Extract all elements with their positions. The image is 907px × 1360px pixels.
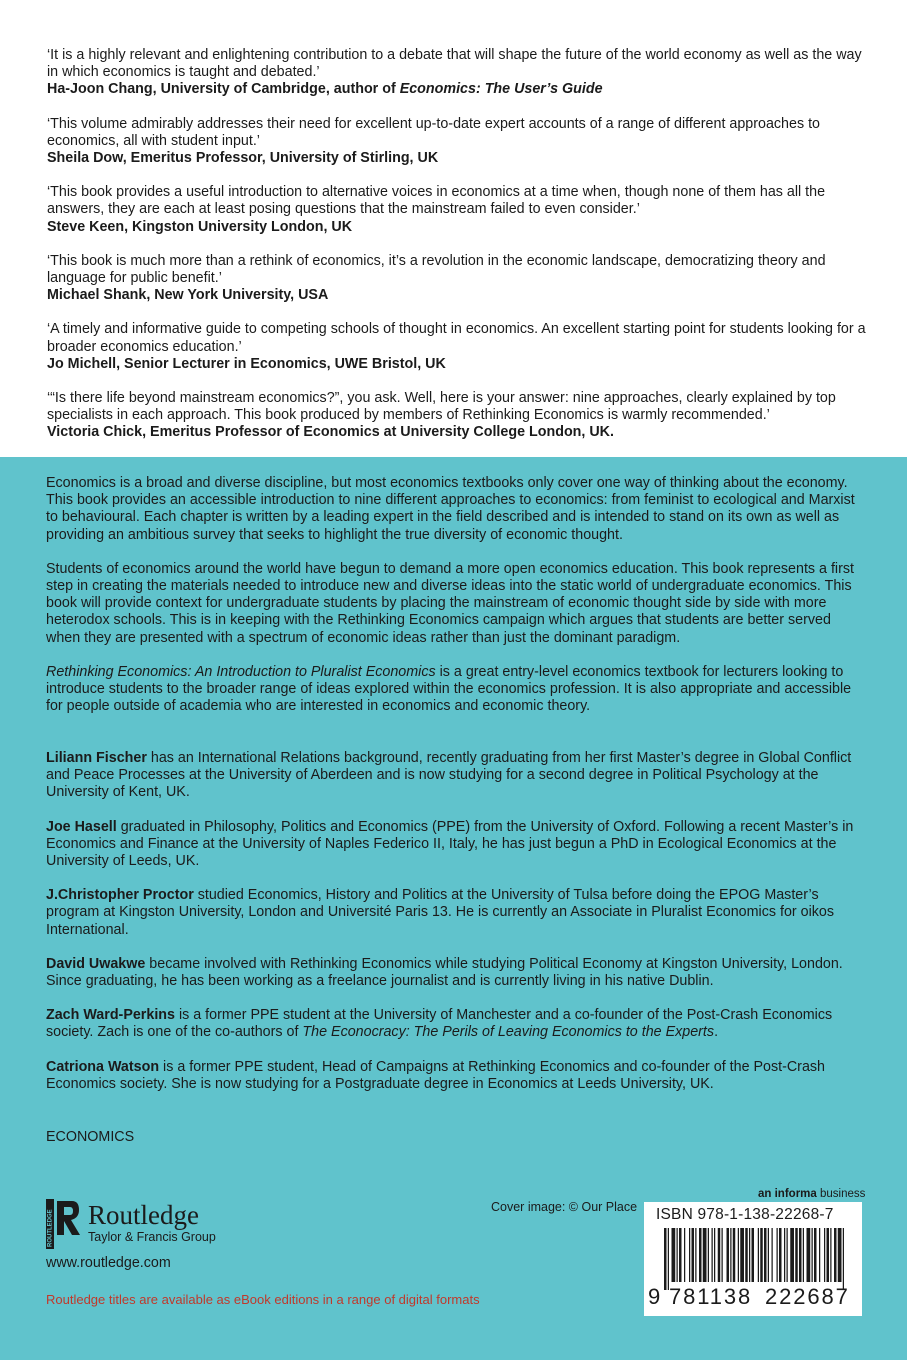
endorsement-1: [47, 47, 867, 99]
barcode-right-group: 222687: [765, 1284, 850, 1309]
endorsement-attribution: Sheila Dow, Emeritus Professor, University of Stirling, UK: [47, 150, 439, 167]
barcode-bar: [679, 1228, 682, 1282]
routledge-logo-mark-icon: [46, 1199, 82, 1249]
bio-name: Joe Hasell: [46, 818, 117, 835]
barcode-bar: [790, 1228, 794, 1282]
bio-4: David Uwakwe became involved with Rethinking Economics while studying Political Economy at Kingston University, London. Since graduating, he has been working as a freelance journalist and is currently living in his native Dublin.: [46, 955, 843, 990]
barcode-bar: [699, 1228, 702, 1282]
book-description: [46, 475, 866, 732]
barcode-bar: [689, 1228, 690, 1282]
endorsement-attribution: Victoria Chick, Emeritus Professor of Economics at University College London, UK.: [47, 424, 614, 441]
barcode-bar: [668, 1228, 669, 1290]
endorsement-text: ‘It is a highly relevant and enlightening contribution to a debate that will shape the future of the world economy as well as the way in which economics is taught and debated.’: [47, 47, 862, 81]
barcode-bar: [819, 1228, 820, 1282]
endorsement-5: [47, 321, 867, 373]
barcode-bar: [777, 1228, 778, 1282]
barcode-bar: [830, 1228, 831, 1282]
barcode-bar: [749, 1228, 750, 1282]
bio-2: Joe Hasell graduated in Philosophy, Politics and Economics (PPE) from the University of Oxford. Following a recent Master’s in Economics and Finance at the University of Naples Federico II, Italy, he has just begun a PhD in Ecological Economics at the University of Leeds, UK.: [46, 818, 854, 870]
barcode-bar: [672, 1228, 676, 1282]
barcode-bar: [695, 1228, 696, 1282]
barcode-bar: [703, 1228, 707, 1282]
barcode-bar: [812, 1228, 813, 1282]
bio-5: Zach Ward-Perkins is a former PPE student at the University of Manchester and a co-founder of the Post-Crash Economics society. Zach is one of the co-authors of The Econocracy: The Perils of Leaving Economics to the Experts.: [46, 1007, 833, 1041]
endorsement-attribution: Steve Keen, Kingston University London, UK: [47, 218, 353, 235]
barcode-bar: [752, 1228, 755, 1282]
barcode-bar: [768, 1228, 769, 1282]
barcode-bar: [834, 1228, 837, 1282]
barcode-bar: [712, 1228, 713, 1282]
description-paragraph-3: Rethinking Economics: An Introduction to Pluralist Economics is a great entry-level economics textbook for lecturers looking to introduce students to the broader range of ideas explored within the economics profession. It is also appropriate and accessible for people outside of academia who are interested in economics and economic theory.: [46, 663, 852, 715]
routledge-logo: [46, 1199, 246, 1249]
endorsement-text: ‘A timely and informative guide to competing schools of thought in economics. An excellent starting point for students looking for a broader economics education.’: [47, 321, 866, 355]
barcode-bar: [758, 1228, 759, 1282]
barcode-bar: [787, 1228, 788, 1282]
bio-name: Catriona Watson: [46, 1058, 160, 1075]
bio-3: J.Christopher Proctor studied Economics, History and Politics at the University of Tulsa before doing the EPOG Master’s program at Kingston University, London and Université Paris 13. He is currently an Associate in Pluralist Economics for oikos International.: [46, 887, 835, 938]
description-paragraph-1: Economics is a broad and diverse discipline, but most economics textbooks only cover one way of thinking about the economy. This book provides an accessible introduction to nine different approaches to economics: from feminist to ecological and Marxist to behavioural. Each chapter is written by a leading expert in the field described and is intended to stand on its own as well as providing an ambitious survey that seeks to highlight the true diversity of economic thought.: [46, 475, 855, 543]
barcode-bar: [807, 1228, 811, 1282]
endorsement-6: [47, 390, 867, 442]
endorsement-2: [47, 116, 867, 168]
barcode-left-group: 781138: [669, 1284, 753, 1309]
barcode-bar: [722, 1228, 723, 1282]
barcode-bar: [664, 1228, 667, 1290]
barcode-bar: [779, 1228, 782, 1282]
barcode-bar: [814, 1228, 817, 1282]
endorsement-attribution: Ha-Joon Chang, University of Cambridge, author of Economics: The User’s Guide: [47, 81, 603, 98]
publisher-group: Taylor & Francis Group: [88, 1230, 216, 1244]
book-title: Rethinking Economics: An Introduction to Pluralist Economics: [46, 663, 436, 680]
barcode-bars: [664, 1228, 844, 1290]
barcode-bar: [738, 1228, 739, 1282]
barcode-bar: [718, 1228, 721, 1282]
barcode-bar: [714, 1228, 715, 1282]
barcode-bar: [824, 1228, 825, 1282]
barcode-bar: [733, 1228, 736, 1282]
endorsement-text: ‘This book provides a useful introduction to alternative voices in economics at a time when, though none of them has all the answers, they are each at least posing questions that the mainstream failed to even consider.’: [47, 184, 826, 218]
bio-name: Liliann Fischer: [46, 750, 147, 766]
cover-credit: Cover image: © Our Place: [491, 1200, 638, 1214]
subject-category: ECONOMICS: [46, 1129, 135, 1145]
endorsement-text: ‘“Is there life beyond mainstream economics?”, you ask. Well, here is your answer: nine approaches, clearly explained by top specialists in each approach. This book produced by members of Rethinking Economics is warmly recommended.’: [47, 390, 836, 424]
logo-vertical-mark: ROUTLEDGE: [47, 1209, 54, 1247]
barcode-bar: [772, 1228, 773, 1282]
barcode-bar: [684, 1228, 685, 1282]
endorsement-list: [47, 47, 867, 459]
endorsements-panel: [0, 0, 907, 457]
barcode-bar: [727, 1228, 730, 1282]
isbn-barcode: [644, 1202, 862, 1316]
endorsement-3: [47, 184, 867, 236]
barcode-bar: [745, 1228, 748, 1282]
barcode-bar: [827, 1228, 830, 1282]
barcode-bar: [740, 1228, 744, 1282]
endorsement-attribution: Michael Shank, New York University, USA: [47, 287, 329, 304]
barcode-bar: [838, 1228, 842, 1282]
isbn-number: ISBN 978-1-138-22268-7: [656, 1206, 834, 1223]
barcode-bar: [803, 1228, 804, 1282]
bio-1: Liliann Fischer has an International Relations background, recently graduating from her first Master’s degree in Global Conflict and Peace Processes at the University of Aberdeen and is now studying for a second degree in Political Psychology at the University of Kent, UK.: [46, 750, 852, 801]
publisher-website[interactable]: www.routledge.com: [46, 1255, 171, 1271]
bio-name: J.Christopher Proctor: [46, 887, 194, 904]
bio-name: David Uwakwe: [46, 955, 146, 972]
publisher-name: Routledge: [88, 1200, 199, 1230]
informa-tagline: an informa business: [758, 1188, 866, 1200]
endorsement-attribution: Jo Michell, Senior Lecturer in Economics, UWE Bristol, UK: [47, 355, 446, 372]
editor-bios: [46, 750, 866, 1110]
barcode-bar: [692, 1228, 695, 1282]
ebook-note: Routledge titles are available as eBook editions in a range of digital formats: [46, 1292, 480, 1307]
bio-6: Catriona Watson is a former PPE student, Head of Campaigns at Rethinking Economics and co-founder of the Post-Crash Economics society. She is now studying for a Postgraduate degree in Economics at Leeds University, UK.: [46, 1058, 825, 1092]
barcode-first-digit: 9: [648, 1284, 661, 1309]
barcode-bar: [784, 1228, 785, 1282]
endorsement-4: [47, 253, 867, 305]
barcode-bar: [843, 1228, 844, 1290]
endorsement-text: ‘This volume admirably addresses their need for excellent up-to-date expert accounts of a range of different approaches to economics, all with student input.’: [47, 115, 821, 149]
barcode-bar: [764, 1228, 767, 1282]
endorsement-text: ‘This book is much more than a rethink of economics, it’s a revolution in the economic landscape, democratizing theory and language for public benefit.’: [47, 252, 826, 287]
barcode-bar: [799, 1228, 802, 1282]
bio-name: Zach Ward-Perkins: [46, 1007, 175, 1024]
barcode-bar: [795, 1228, 798, 1282]
barcode-bar: [677, 1228, 678, 1282]
barcode-bar: [760, 1228, 763, 1282]
description-paragraph-2: Students of economics around the world have begun to demand a more open economics education. This book represents a first step in creating the materials needed to introduce new and diverse ideas into the static world of undergraduate economics. This book will provide context for undergraduate students by placing the mainstream of economic thought side by side with more heterodox schools. This is in keeping with the Rethinking Economics campaign which argues that students are better served when they are presented with a spectrum of economic ideas rather than just the dominant paradigm.: [46, 560, 854, 646]
description-panel: [0, 457, 907, 1360]
barcode-bar: [708, 1228, 709, 1282]
barcode-bar: [730, 1228, 731, 1282]
